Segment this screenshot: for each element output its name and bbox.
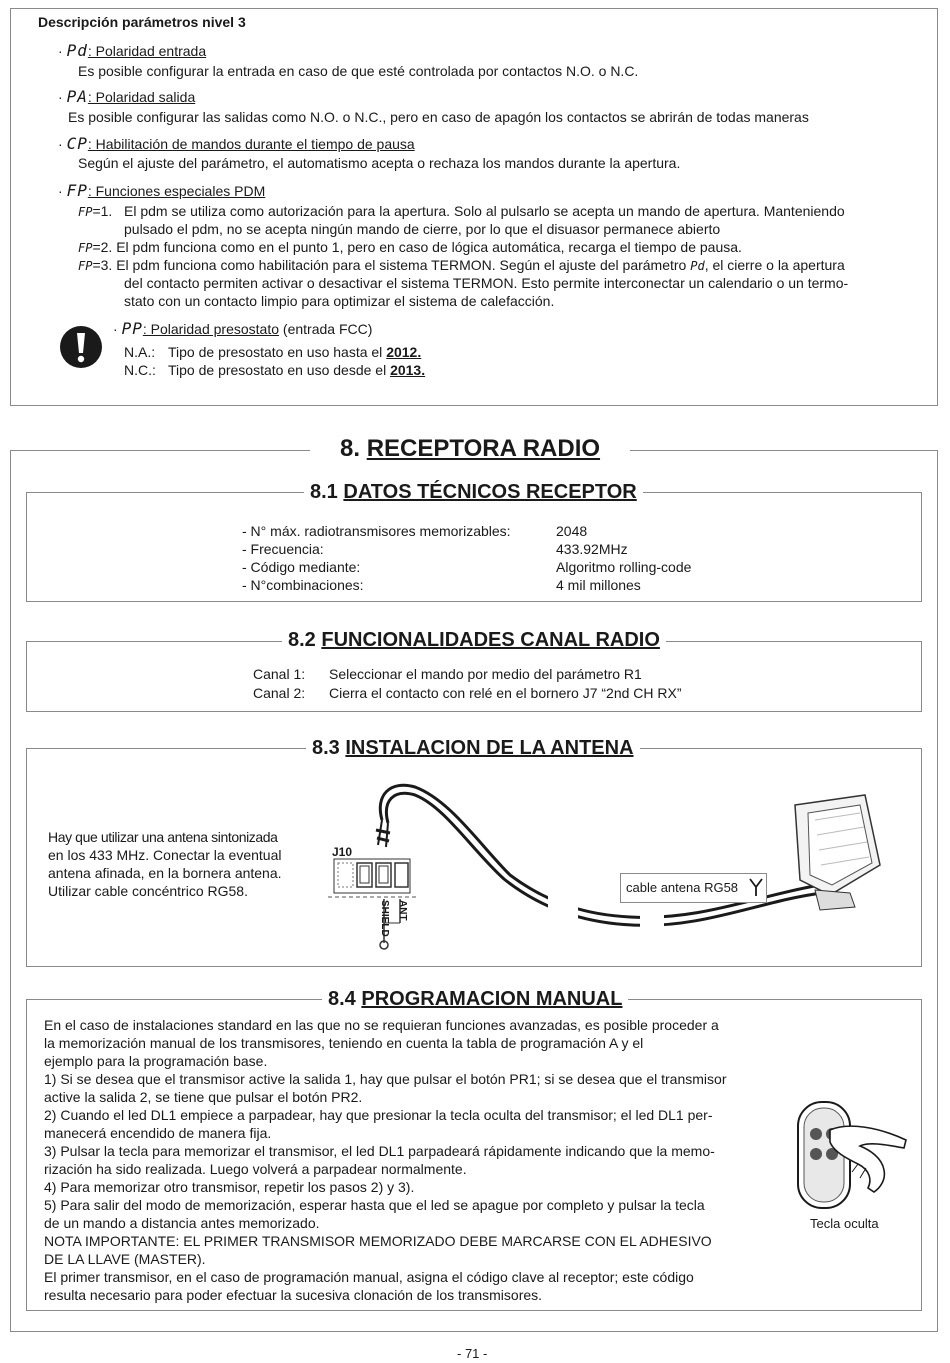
pp-nc-text: Tipo de presostato en uso desde el — [168, 362, 387, 378]
channel-value-2: Cierra el contacto con relé en el bornero J7 “2nd CH RX” — [329, 685, 682, 701]
param-fp-code: FP — [66, 181, 88, 200]
section-83-title — [306, 737, 640, 760]
pp-na-text: Tipo de presostato en uso hasta el — [168, 344, 383, 360]
prog-line-7: 3) Pulsar la tecla para memorizar el transmisor, el led DL1 parpadeará rápidamente indicando que la memo- — [44, 1143, 715, 1159]
fp-item-2-line1: El pdm funciona como en el punto 1, pero en caso de lógica automática, recarga el tiempo de pausa. — [116, 239, 742, 255]
prog-line-10: 5) Para salir del modo de memorización, esperar hasta que el led se apague por completo y pulsar la tecla — [44, 1197, 705, 1213]
param-fp — [58, 182, 265, 200]
param-pa-desc: Es posible configurar las salidas como N.O. o N.C., pero en caso de apagón los contactos se abrirán de todas maneras — [68, 109, 809, 125]
fp-item-3-line1code: Pd — [690, 259, 705, 273]
pp-na-year: 2012. — [386, 344, 422, 360]
fp-item-3-line1b: , el cierre o la apertura — [704, 257, 845, 273]
prog-line-0: En el caso de instalaciones standard en las que no se requieran funciones avanzadas, es posible proceder a — [44, 1017, 719, 1033]
section-84-title — [322, 988, 628, 1011]
fp-item-3-line1a: El pdm funciona como habilitación para el sistema TERMON. Según el ajuste del parámetro — [116, 257, 687, 273]
param-pp-title: : Polaridad presostato — [142, 321, 280, 337]
channel-value-1: Seleccionar el mando por medio del parámetro R1 — [329, 666, 642, 682]
param-fp-title: : Funciones especiales PDM — [87, 183, 266, 199]
section-81-title — [304, 481, 643, 504]
section-81-text: DATOS TÉCNICOS RECEPTOR — [343, 481, 637, 503]
warning-exclamation-icon — [59, 325, 103, 369]
section-82-title — [282, 629, 666, 652]
pp-na-label: N.A.: — [124, 344, 156, 360]
section-84-text: PROGRAMACION MANUAL — [361, 988, 623, 1010]
prog-line-8: rización ha sido realizada. Luego volverá a parpadear normalmente. — [44, 1161, 467, 1177]
prog-line-6: manecerá encendido de manera fija. — [44, 1125, 272, 1141]
param-cp-desc: Según el ajuste del parámetro, el automatismo acepta o rechaza los mandos durante la apertura. — [78, 155, 681, 171]
spec-value-3: 4 mil millones — [556, 577, 641, 593]
param-cp-title: : Habilitación de mandos durante el tiempo de pausa — [87, 136, 415, 152]
param-cp — [58, 135, 415, 153]
section-8-title — [310, 435, 630, 463]
params-heading: Descripción parámetros nivel 3 — [38, 14, 246, 30]
param-pa — [58, 88, 195, 106]
prog-line-1: la memorización manual de los transmisores, teniendo en cuenta la tabla de programación A y el — [44, 1035, 644, 1051]
bullet: · — [58, 89, 63, 105]
antenna-text-3: Utilizar cable concéntrico RG58. — [48, 883, 248, 899]
spec-label-0: - N° máx. radiotransmisores memorizables: — [242, 523, 511, 539]
section-8-number: 8. — [340, 435, 361, 462]
antenna-text-0: Hay que utilizar una antena sintonizada — [48, 829, 278, 845]
param-pd-desc: Es posible configurar la entrada en caso de que esté controlada por contactos N.O. o N.C. — [78, 63, 639, 79]
prog-line-11: de un mando a distancia antes memorizado. — [44, 1215, 320, 1231]
spec-label-2: - Código mediante: — [242, 559, 361, 575]
spec-label-1: - Frecuencia: — [242, 541, 324, 557]
pp-na — [168, 343, 421, 361]
prog-line-2: ejemplo para la programación base. — [44, 1053, 268, 1069]
param-pp — [113, 320, 372, 338]
prog-line-15: resulta necesario para poder efectuar la sucesiva clonación de los transmisores. — [44, 1287, 543, 1303]
prog-line-5: 2) Cuando el led DL1 empiece a parpadear, hay que presionar la tecla oculta del transmisor; el led DL1 per- — [44, 1107, 713, 1123]
prog-line-14: El primer transmisor, en el caso de programación manual, asigna el código clave al receptor; este código — [44, 1269, 694, 1285]
section-81-number: 8.1 — [310, 481, 338, 503]
spec-value-1: 433.92MHz — [556, 541, 628, 557]
fp-item-2 — [78, 238, 742, 257]
section-82-text: FUNCIONALIDADES CANAL RADIO — [321, 629, 660, 651]
channel-label-1: Canal 1: — [253, 666, 306, 682]
section-83-text: INSTALACION DE LA ANTENA — [345, 737, 634, 759]
prog-line-12: NOTA IMPORTANTE: EL PRIMER TRANSMISOR MEMORIZADO DEBE MARCARSE CON EL ADHESIVO — [44, 1233, 712, 1249]
fp-item-1 — [78, 202, 112, 221]
pp-nc-year: 2013. — [390, 362, 426, 378]
section-81-box — [26, 492, 922, 602]
section-83-number: 8.3 — [312, 737, 340, 759]
ant-label: ANT — [397, 900, 408, 921]
section-84-number: 8.4 — [328, 988, 356, 1010]
fp-item-1-code: FP — [78, 205, 93, 219]
shield-label: SHIELD — [379, 900, 390, 937]
spec-label-3: - N°combinaciones: — [242, 577, 364, 593]
param-cp-code: CP — [66, 134, 88, 153]
prog-line-9: 4) Para memorizar otro transmisor, repetir los pasos 2) y 3). — [44, 1179, 415, 1195]
flashing-lamp — [795, 795, 880, 910]
bullet: · — [58, 43, 63, 59]
j10-label: J10 — [332, 845, 353, 859]
param-pd-title: : Polaridad entrada — [87, 43, 207, 59]
antenna-icon — [748, 877, 764, 897]
cable-label: cable antena RG58 — [626, 880, 739, 895]
fp-item-3 — [78, 256, 845, 275]
bullet: · — [58, 136, 63, 152]
fp-item-1-line1: El pdm se utiliza como autorización para la apertura. Solo al pulsarlo se acepta un mando de apertura. Manteniendo — [124, 203, 845, 219]
param-pp-code: PP — [121, 319, 143, 338]
param-pp-suffix: (entrada FCC) — [282, 321, 373, 337]
fp-item-3-num: =3. — [92, 257, 113, 273]
fp-item-1-num: =1. — [92, 203, 113, 219]
pp-nc — [168, 361, 425, 379]
prog-line-4: active la salida 2, se tiene que pulsar el botón PR2. — [44, 1089, 363, 1105]
bullet: · — [113, 321, 118, 337]
fp-item-1-line2: pulsado el pdm, no se acepta ningún mando de cierre, por lo que el disuasor permanece abierto — [124, 221, 721, 237]
spec-value-0: 2048 — [556, 523, 588, 539]
fp-item-2-num: =2. — [92, 239, 113, 255]
param-pd — [58, 42, 206, 60]
page-number: - 71 - — [457, 1346, 488, 1361]
antenna-diagram — [320, 775, 900, 955]
param-pd-code: Pd — [66, 41, 88, 60]
remote-control-illustration — [788, 1092, 910, 1214]
param-pa-code: PA — [66, 87, 88, 106]
spec-value-2: Algoritmo rolling-code — [556, 559, 692, 575]
hidden-key-caption: Tecla oculta — [810, 1216, 879, 1231]
prog-line-13: DE LA LLAVE (MASTER). — [44, 1251, 206, 1267]
bullet: · — [58, 183, 63, 199]
prog-line-3: 1) Si se desea que el transmisor active la salida 1, hay que pulsar el botón PR1; si se desea que el transmisor — [44, 1071, 727, 1087]
coax-cable — [376, 785, 822, 933]
pp-nc-label: N.C.: — [124, 362, 156, 378]
section-8-text: RECEPTORA RADIO — [366, 435, 601, 462]
antenna-text-2: antena afinada, en la bornera antena. — [48, 865, 282, 881]
fp-item-3-code: FP — [78, 259, 93, 273]
section-82-number: 8.2 — [288, 629, 316, 651]
param-pa-title: : Polaridad salida — [87, 89, 196, 105]
fp-item-2-code: FP — [78, 241, 93, 255]
antenna-text-1: en los 433 MHz. Conectar la eventual — [48, 847, 282, 863]
channel-label-2: Canal 2: — [253, 685, 306, 701]
fp-item-3-line3: stato con un contacto limpio para optimizar el sistema de calefacción. — [124, 293, 555, 309]
fp-item-3-line2: del contacto permiten activar o desactivar el sistema TERMON. Esto permite interconectar un calendario o un termo- — [124, 275, 849, 291]
